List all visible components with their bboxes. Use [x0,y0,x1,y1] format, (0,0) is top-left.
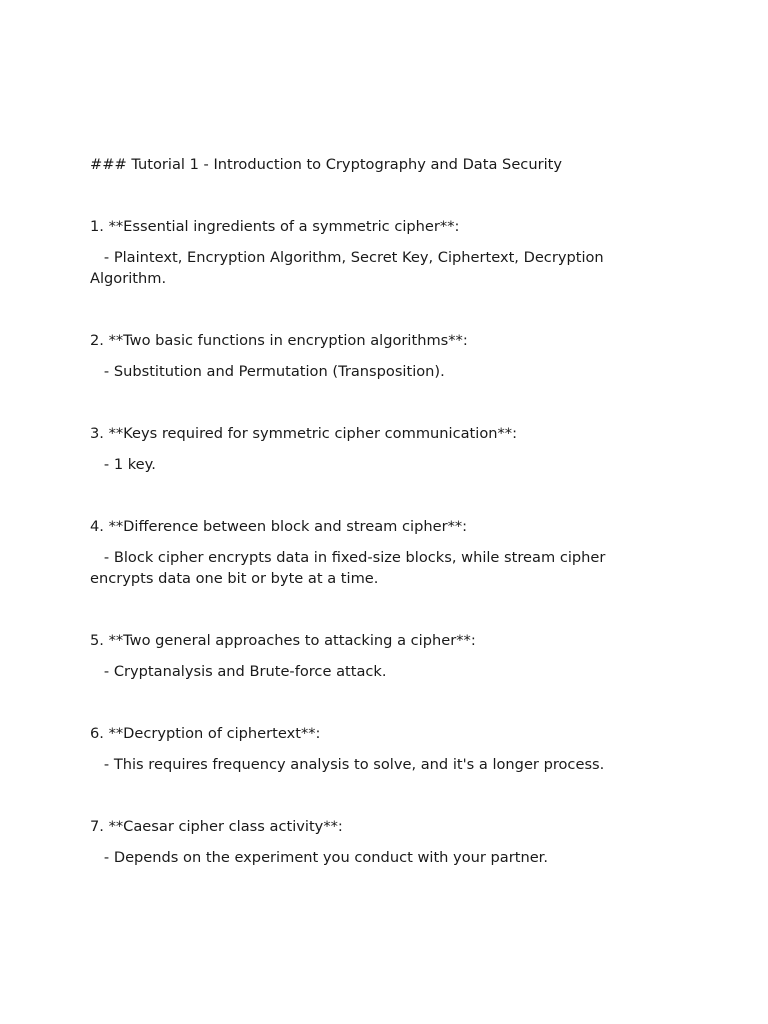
document-page [90,154,635,868]
item-answer: - 1 key. [90,456,156,473]
item-question: 3. **Keys required for symmetric cipher communication**: [90,425,518,442]
item-answer: - This requires frequency analysis to solve, and it's a longer process. [90,756,605,773]
item-question: 2. **Two basic functions in encryption algorithms**: [90,332,468,349]
list-item [90,216,635,289]
item-answer: - Cryptanalysis and Brute-force attack. [90,663,387,680]
list-item [90,816,635,868]
document-heading: ### Tutorial 1 - Introduction to Cryptography and Data Security [90,156,562,173]
item-answer: - Plaintext, Encryption Algorithm, Secret Key, Ciphertext, Decryption Algorithm. [90,249,609,287]
item-question: 6. **Decryption of ciphertext**: [90,725,321,742]
list-item [90,516,635,589]
item-question: 5. **Two general approaches to attacking a cipher**: [90,632,476,649]
list-item [90,630,635,682]
item-answer: - Substitution and Permutation (Transposition). [90,363,445,380]
item-answer: - Depends on the experiment you conduct with your partner. [90,849,548,866]
item-answer: - Block cipher encrypts data in fixed-size blocks, while stream cipher encrypts data one bit or byte at a time. [90,549,611,587]
list-item [90,423,635,475]
list-item [90,330,635,382]
list-item [90,723,635,775]
item-question: 4. **Difference between block and stream cipher**: [90,518,468,535]
item-question: 1. **Essential ingredients of a symmetric cipher**: [90,218,460,235]
item-question: 7. **Caesar cipher class activity**: [90,818,343,835]
